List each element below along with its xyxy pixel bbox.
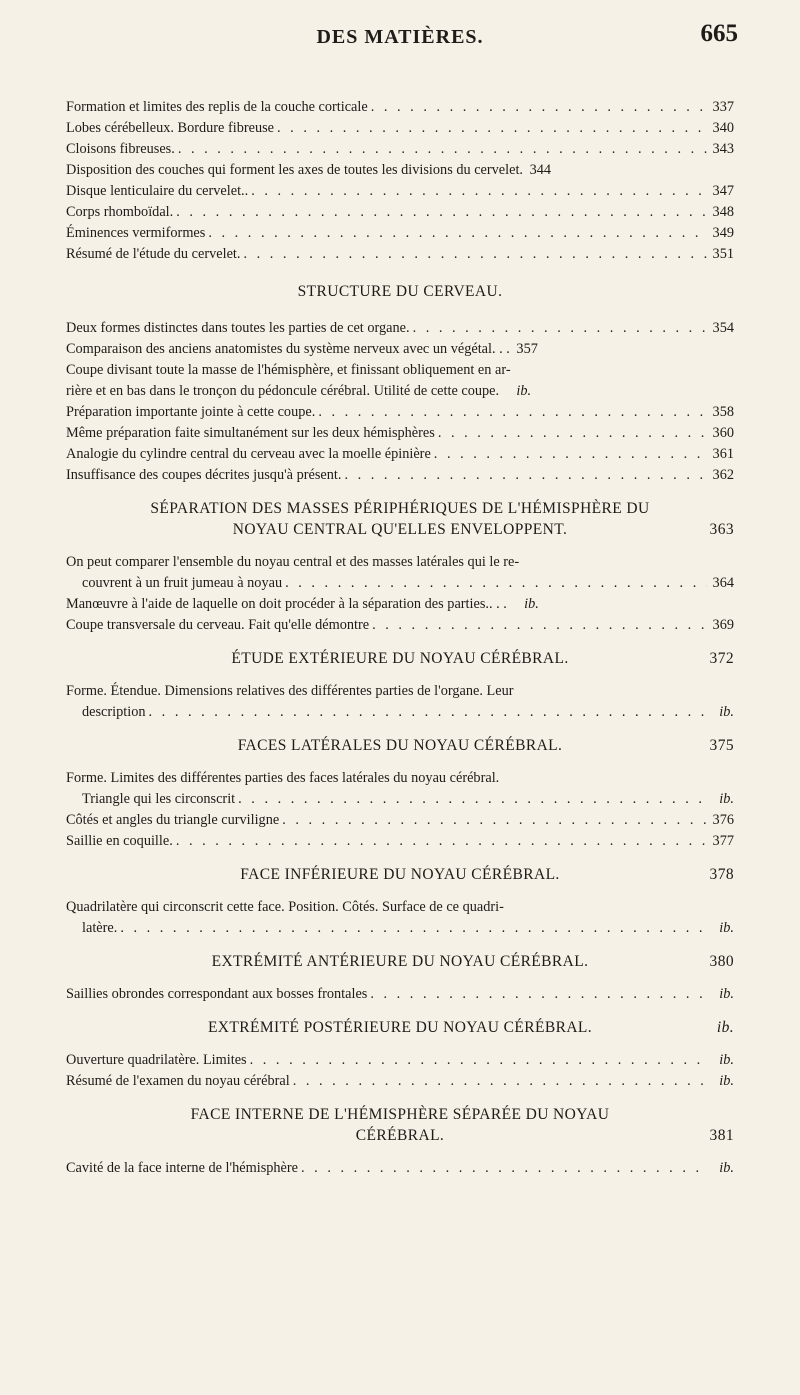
entry-group-etude bbox=[66, 681, 734, 723]
section-heading: FACES LATÉRALES DU NOYAU CÉRÉBRAL. 375 bbox=[237, 737, 734, 754]
toc-entry: Résumé de l'examen du noyau cérébral . . . ib. bbox=[66, 1071, 734, 1092]
entry-group-interne bbox=[66, 1158, 734, 1179]
section-heading: EXTRÉMITÉ ANTÉRIEURE DU NOYAU CÉRÉBRAL. 380 bbox=[211, 953, 734, 970]
entry-group-structure bbox=[66, 318, 734, 486]
entry-group-anterieure bbox=[66, 984, 734, 1005]
section-heading: EXTRÉMITÉ POSTÉRIEURE DU NOYAU CÉRÉBRAL. ib. bbox=[207, 1019, 734, 1036]
toc-entry: Disque lenticulaire du cervelet.. . . . 347 bbox=[66, 181, 734, 202]
toc-entry-multiline: Forme. Limites des différentes parties des faces latérales du noyau cérébral. Triangle qui les circonscrit . . . ib. bbox=[66, 768, 734, 810]
toc-entry: Disposition des couches qui forment les axes de toutes les divisions du cervelet. 344 bbox=[66, 162, 552, 178]
entry-group-cervelet bbox=[66, 97, 734, 265]
toc-entry: Manœuvre à l'aide de laquelle on doit procéder à la séparation des parties.. . . ib. bbox=[66, 596, 539, 612]
entry-group-posterieure bbox=[66, 1050, 734, 1092]
section-heading: FACE INTERNE DE L'HÉMISPHÈRE SÉPARÉE DU NOYAU CÉRÉBRAL. 381 bbox=[190, 1106, 734, 1144]
section-heading: STRUCTURE DU CERVEAU. bbox=[297, 283, 503, 300]
toc-entry: Lobes cérébelleux. Bordure fibreuse . . . 340 bbox=[66, 118, 734, 139]
toc-entry: Corps rhomboïdal. . . . 348 bbox=[66, 202, 734, 223]
toc-entry-multiline: Forme. Étendue. Dimensions relatives des différentes parties de l'organe. Leur description . . . ib. bbox=[66, 681, 734, 723]
toc-entry: Analogie du cylindre central du cerveau avec la moelle épinière . . . 361 bbox=[66, 444, 734, 465]
toc-entry: Saillies obrondes correspondant aux bosses frontales . . . ib. bbox=[66, 984, 734, 1005]
page-number: 665 bbox=[700, 20, 738, 47]
toc-entry-multiline: Coupe divisant toute la masse de l'hémisphère, et finissant obliquement en ar- rière et en bas dans le tronçon du pédoncule cérébral. Utilité de cette coupe. ib. bbox=[66, 362, 532, 399]
toc-entry: Formation et limites des replis de la couche corticale . . . 337 bbox=[66, 97, 734, 118]
toc-entry: Deux formes distinctes dans toutes les parties de cet organe. . . . 354 bbox=[66, 318, 734, 339]
toc-entry: Saillie en coquille. . . . 377 bbox=[66, 831, 734, 852]
toc-entry: Comparaison des anciens anatomistes du système nerveux avec un végétal. . . 357 bbox=[66, 341, 538, 357]
running-title: DES MATIÈRES. bbox=[316, 26, 484, 48]
toc-entry: Ouverture quadrilatère. Limites . . . ib. bbox=[66, 1050, 734, 1071]
entry-group-separation bbox=[66, 552, 734, 636]
section-heading: FACE INFÉRIEURE DU NOYAU CÉRÉBRAL. 378 bbox=[240, 866, 734, 883]
toc-entry: Éminences vermiformes . . . 349 bbox=[66, 223, 734, 244]
toc-entry: Insuffisance des coupes décrites jusqu'à présent. . . . 362 bbox=[66, 465, 734, 486]
entry-group-inferieure bbox=[66, 897, 734, 939]
toc-entry: Même préparation faite simultanément sur les deux hémisphères . . . 360 bbox=[66, 423, 734, 444]
running-head bbox=[60, 20, 740, 54]
toc-entry: Côtés et angles du triangle curviligne . . . 376 bbox=[66, 810, 734, 831]
toc-entry-multiline: On peut comparer l'ensemble du noyau central et des masses latérales qui le re- couvrent à un fruit jumeau à noyau . . . 364 bbox=[66, 552, 734, 594]
toc-entry: Préparation importante jointe à cette coupe. . . . 358 bbox=[66, 402, 734, 423]
toc-entry: Résumé de l'étude du cervelet. . . . 351 bbox=[66, 244, 734, 265]
section-heading: SÉPARATION DES MASSES PÉRIPHÉRIQUES DE L'HÉMISPHÈRE DU NOYAU CENTRAL QU'ELLES ENVELOPPENT. 363 bbox=[150, 500, 734, 538]
entry-group-faces bbox=[66, 768, 734, 852]
toc-entry-multiline: Quadrilatère qui circonscrit cette face. Position. Côtés. Surface de ce quadri- latère. . . . ib. bbox=[66, 897, 734, 939]
section-heading: ÉTUDE EXTÉRIEURE DU NOYAU CÉRÉBRAL. 372 bbox=[231, 650, 734, 667]
table-of-contents bbox=[66, 97, 734, 1179]
toc-entry: Cavité de la face interne de l'hémisphère . . . ib. bbox=[66, 1158, 734, 1179]
toc-entry: Coupe transversale du cerveau. Fait qu'elle démontre . . . 369 bbox=[66, 615, 734, 636]
toc-entry: Cloisons fibreuses. . . . 343 bbox=[66, 139, 734, 160]
